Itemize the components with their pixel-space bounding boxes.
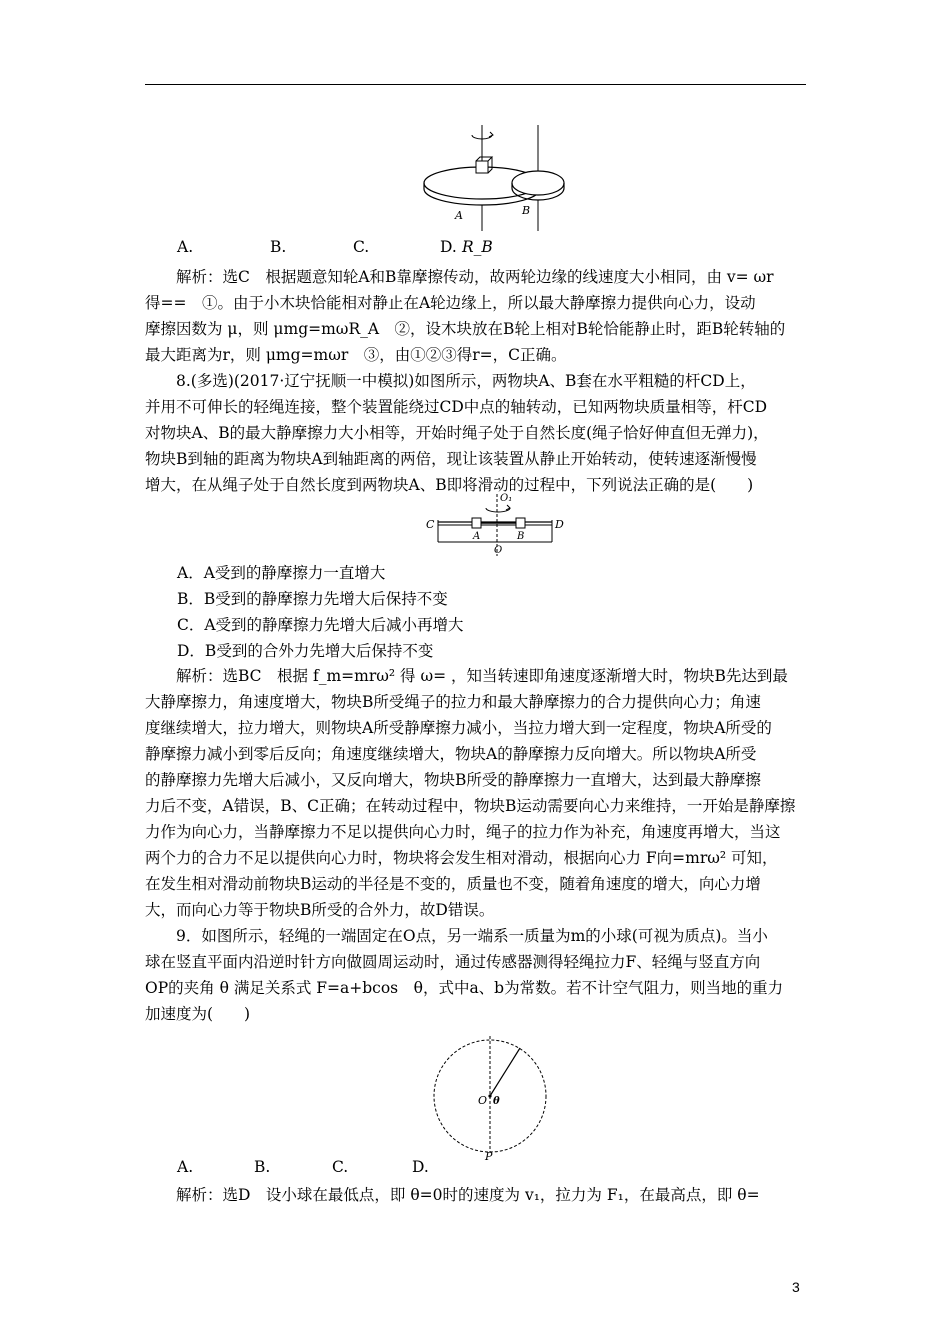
label-d: D — [555, 518, 564, 531]
q7-analysis-line: 得== ①。由于小木块恰能相对静止在A轮边缘上，所以最大静摩擦力提供向心力，设动 — [145, 294, 756, 312]
q9-stem-line: 球在竖直平面内沿逆时针方向做圆周运动时，通过传感器测得轻绳拉力F、轻绳与竖直方向 — [145, 953, 761, 971]
label-theta: θ — [493, 1096, 500, 1107]
q8-analysis-line: 在发生相对滑动前物块B运动的半径是不变的，质量也不变，随着角速度的增大，向心力增 — [145, 875, 761, 893]
label-o1: O₁ — [500, 493, 513, 504]
label-o: O — [478, 1094, 488, 1107]
figure-rotating-rod — [420, 492, 570, 560]
q9-stem-line: 9．如图所示，轻绳的一端固定在O点，另一端系一质量为m的小球(可视为质点)。当小 — [176, 927, 768, 945]
q8-option-b: B．B受到的静摩擦力先增大后保持不变 — [177, 590, 448, 608]
q7-option-d-value: R_B — [462, 238, 493, 256]
q9-option-c: C. — [332, 1158, 349, 1176]
q9-option-d: D. — [412, 1158, 429, 1176]
q8-stem-line: 并用不可伸长的轻绳连接，整个装置能绕过CD中点的轴转动，已知两物块质量相等，杆CD — [145, 398, 768, 416]
q7-options — [177, 238, 493, 256]
q9-analysis-line: 解析：选D 设小球在最低点，即 θ=0时的速度为 v₁，拉力为 F₁，在最高点，即 θ= — [176, 1186, 760, 1204]
q9-options — [177, 1158, 429, 1176]
q8-analysis-line: 大，而向心力等于物块B所受的合外力，故D错误。 — [145, 901, 495, 919]
label-p: P — [485, 1150, 493, 1160]
q8-analysis-line: 力后不变，A错误，B、C正确；在转动过程中，物块B运动需要向心力来维持，一开始是静摩擦 — [145, 797, 796, 815]
q8-stem-line: 物块B到轴的距离为物块A到轴距离的两倍，现让该装置从静止开始转动，使转速逐渐慢慢 — [145, 450, 757, 468]
q8-stem-line: 增大，在从绳子处于自然长度到两物块A、B即将滑动的过程中，下列说法正确的是( ) — [145, 476, 754, 494]
q8-analysis-line: 度继续增大，拉力增大，则物块A所受静摩擦力减小，当拉力增大到一定程度，物块A所受的 — [145, 719, 772, 737]
label-c: C — [426, 518, 435, 531]
q9-stem-line: 加速度为( ) — [145, 1005, 251, 1023]
figure-friction-wheels — [410, 125, 570, 235]
q8-analysis-line: 两个力的合力不足以提供向心力时，物块将会发生相对滑动，根据向心力 F向=mrω² 可知， — [145, 849, 778, 867]
figure-vertical-circle — [425, 1030, 555, 1160]
label-wheel-b: B — [522, 204, 531, 217]
q8-stem-line: 对物块A、B的最大静摩擦力大小相等，开始时绳子处于自然长度(绳子恰好伸直但无弹力)， — [145, 424, 769, 442]
page-number: 3 — [792, 1279, 800, 1295]
q7-option-d: D. — [440, 238, 457, 256]
label-o: O — [494, 545, 503, 556]
q9-option-a: A. — [177, 1158, 194, 1176]
q7-option-a: A. — [177, 238, 194, 256]
q8-analysis-line: 的静摩擦力先增大后减小，又反向增大，物块B所受的静摩擦力一直增大，达到最大静摩擦 — [145, 771, 761, 789]
label-block-b: B — [517, 531, 525, 542]
q8-option-a: A．A受到的静摩擦力一直增大 — [177, 564, 386, 582]
q9-stem-line: OP的夹角 θ 满足关系式 F=a+bcos θ，式中a、b为常数。若不计空气阻力，则当地的重力 — [145, 979, 784, 997]
q8-analysis-line: 解析：选BC 根据 f_m=mrω² 得 ω= ，知当转速即角速度逐渐增大时，物块B先达到最 — [176, 667, 788, 685]
q8-analysis-line: 大静摩擦力，角速度增大，物块B所受绳子的拉力和最大静摩擦力的合力提供向心力；角速 — [145, 693, 761, 711]
q7-option-b: B. — [270, 238, 287, 256]
q8-option-c: C．A受到的静摩擦力先增大后减小再增大 — [177, 616, 464, 634]
label-block-a: A — [473, 531, 481, 542]
header-rule — [145, 84, 806, 85]
q7-analysis-line: 解析：选C 根据题意知轮A和B靠摩擦传动，故两轮边缘的线速度大小相同，由 v= ωr — [176, 268, 774, 286]
q8-stem-line: 8.(多选)(2017·辽宁抚顺一中模拟)如图所示，两物块A、B套在水平粗糙的杆CD上， — [176, 372, 756, 390]
q8-option-d: D．B受到的合外力先增大后保持不变 — [177, 642, 434, 660]
q7-analysis-line: 最大距离为r，则 μmg=mωr ③，由①②③得r=，C正确。 — [145, 346, 567, 364]
q8-analysis-line: 静摩擦力减小到零后反向；角速度继续增大，物块A的静摩擦力反向增大。所以物块A所受 — [145, 745, 757, 763]
label-wheel-a: A — [455, 209, 463, 222]
q9-option-b: B. — [254, 1158, 271, 1176]
q7-analysis-line: 摩擦因数为 μ，则 μmg=mωR_A ②，设木块放在B轮上相对B轮恰能静止时，距B轮转轴的 — [145, 320, 786, 338]
q7-option-c: C. — [353, 238, 370, 256]
q8-analysis-line: 力作为向心力，当静摩擦力不足以提供向心力时，绳子的拉力作为补充，角速度再增大，当这 — [145, 823, 781, 841]
